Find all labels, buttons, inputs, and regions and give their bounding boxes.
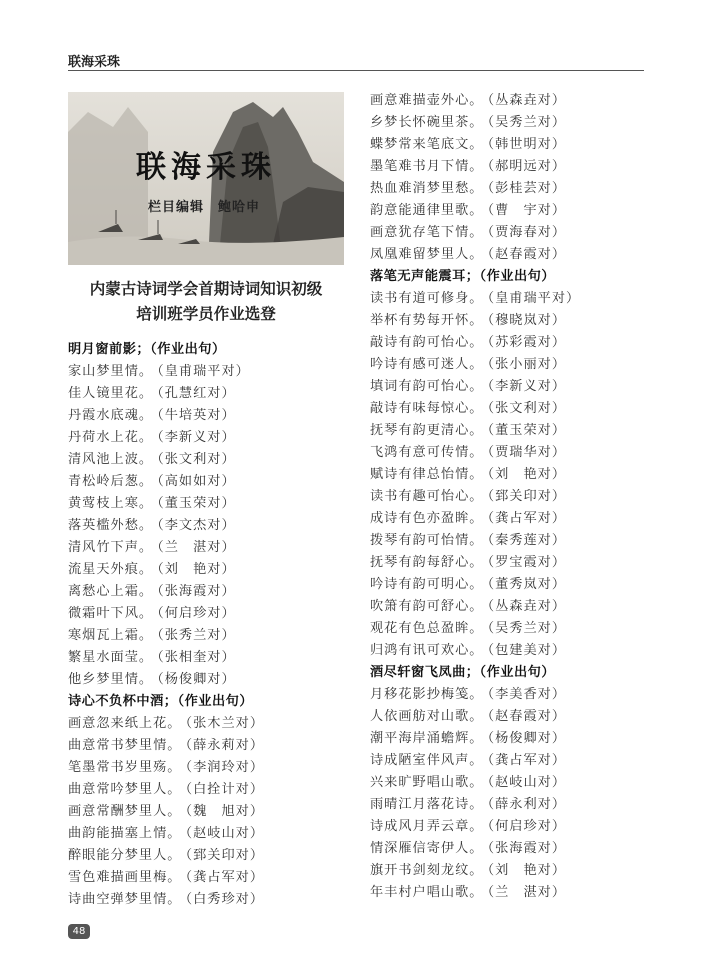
- author-credit: （张文利对）: [157, 452, 236, 467]
- couplet-response-line: [68, 801, 358, 823]
- author-credit: （高如如对）: [157, 474, 236, 489]
- author-credit: （孔慧红对）: [157, 386, 236, 401]
- response-text: 兴来旷野唱山歌。: [370, 775, 484, 790]
- couplet-response-line: [370, 838, 660, 860]
- author-credit: （董玉荣对）: [487, 423, 567, 438]
- couplet-response-line: [68, 889, 358, 911]
- couplet-response-line: [370, 728, 660, 750]
- author-credit: （魏 旭对）: [185, 804, 265, 819]
- response-text: 寒烟瓦上霜。: [68, 628, 154, 643]
- author-credit: （董秀岚对）: [487, 577, 567, 592]
- couplet-response-line: [370, 530, 660, 552]
- response-text: 举杯有势每开怀。: [370, 313, 484, 328]
- left-text-column: [68, 339, 358, 911]
- couplet-response-line: [370, 882, 660, 904]
- couplet-response-line: [68, 493, 358, 515]
- couplet-response-line: [370, 376, 660, 398]
- response-text: 画意忽来纸上花。: [68, 716, 182, 731]
- author-credit: （薛永莉对）: [185, 738, 265, 753]
- couplet-response-line: [370, 398, 660, 420]
- article-title-line-1: 内蒙古诗词学会首期诗词知识初级: [89, 280, 323, 298]
- prompt-line: 落笔无声能震耳；: [370, 269, 480, 284]
- couplet-response-line: [370, 178, 660, 200]
- couplet-response-line: [68, 625, 358, 647]
- couplet-prompt-heading: [370, 266, 660, 288]
- couplet-response-line: [68, 735, 358, 757]
- author-credit: （何启珍对）: [487, 819, 567, 834]
- article-title-line-2: 培训班学员作业选登: [136, 305, 276, 323]
- couplet-response-line: [370, 618, 660, 640]
- couplet-response-line: [370, 794, 660, 816]
- couplet-response-line: [370, 112, 660, 134]
- author-credit: （龚占军对）: [487, 511, 567, 526]
- author-credit: （杨俊卿对）: [487, 731, 567, 746]
- author-credit: （丛森垚对）: [487, 599, 567, 614]
- couplet-response-line: [370, 420, 660, 442]
- couplet-response-line: [68, 845, 358, 867]
- prompt-line: 酒尽轩窗飞凤曲；: [370, 665, 480, 680]
- response-text: 落英槛外愁。: [68, 518, 154, 533]
- prompt-line: 明月窗前影；: [68, 342, 151, 357]
- author-credit: （罗宝霞对）: [487, 555, 567, 570]
- author-credit: （李新义对）: [157, 430, 236, 445]
- column-banner-image: [68, 92, 344, 265]
- author-credit: （苏彩霞对）: [487, 335, 567, 350]
- couplet-response-line: [68, 449, 358, 471]
- author-credit: （白拴计对）: [185, 782, 265, 797]
- author-credit: （郅关印对）: [185, 848, 265, 863]
- response-text: 人依画舫对山歌。: [370, 709, 484, 724]
- author-credit: （吴秀兰对）: [487, 115, 567, 130]
- author-credit: （刘 艳对）: [487, 863, 567, 878]
- response-text: 观花有色总盈眸。: [370, 621, 484, 636]
- author-credit: （兰 湛对）: [157, 540, 236, 555]
- response-text: 清风竹下声。: [68, 540, 154, 555]
- response-text: 清风池上波。: [68, 452, 154, 467]
- response-text: 成诗有色亦盈眸。: [370, 511, 484, 526]
- author-credit: （刘 艳对）: [157, 562, 236, 577]
- couplet-response-line: [370, 860, 660, 882]
- author-credit: （李文杰对）: [157, 518, 236, 533]
- couplet-response-line: [370, 508, 660, 530]
- response-text: 墨笔难书月下情。: [370, 159, 484, 174]
- couplet-response-line: [370, 640, 660, 662]
- author-credit: （张海霞对）: [487, 841, 567, 856]
- author-credit: （张木兰对）: [185, 716, 265, 731]
- couplet-response-line: [370, 684, 660, 706]
- author-credit: （董玉荣对）: [157, 496, 236, 511]
- response-text: 离愁心上霜。: [68, 584, 154, 599]
- response-text: 微霜叶下风。: [68, 606, 154, 621]
- response-text: 醉眼能分梦里人。: [68, 848, 182, 863]
- banner-title: 联海采珠: [136, 150, 276, 185]
- author-credit: （李美香对）: [487, 687, 567, 702]
- prompt-source-note: （作业出句）: [479, 665, 556, 680]
- couplet-response-line: [370, 816, 660, 838]
- response-text: 笔墨常书岁里殇。: [68, 760, 182, 775]
- response-text: 凤凰难留梦里人。: [370, 247, 484, 262]
- couplet-response-line: [68, 823, 358, 845]
- couplet-response-line: [68, 669, 358, 691]
- prompt-source-note: （作业出句）: [177, 694, 254, 709]
- response-text: 填词有韵可怡心。: [370, 379, 484, 394]
- author-credit: （龚占军对）: [185, 870, 265, 885]
- banner-editor-credit: [148, 196, 260, 215]
- response-text: 诗曲空弹梦里情。: [68, 892, 182, 907]
- couplet-response-line: [68, 383, 358, 405]
- response-text: 月移花影抄梅笺。: [370, 687, 484, 702]
- author-credit: （赵岐山对）: [185, 826, 265, 841]
- response-text: 繁星水面莹。: [68, 650, 154, 665]
- prompt-line: 诗心不负杯中酒；: [68, 694, 178, 709]
- response-text: 情深雁信寄伊人。: [370, 841, 484, 856]
- response-text: 画意难描壶外心。: [370, 93, 484, 108]
- couplet-response-line: [68, 867, 358, 889]
- author-credit: （何启珍对）: [157, 606, 236, 621]
- couplet-response-line: [68, 603, 358, 625]
- response-text: 诗成风月弄云章。: [370, 819, 484, 834]
- author-credit: （皇甫瑞平对）: [487, 291, 581, 306]
- couplet-response-line: [370, 354, 660, 376]
- couplet-response-line: [68, 537, 358, 559]
- response-text: 旗开书剑刻龙纹。: [370, 863, 484, 878]
- editor-name: 鲍哈申: [218, 200, 261, 215]
- author-credit: （白秀珍对）: [185, 892, 265, 907]
- couplet-response-line: [370, 706, 660, 728]
- author-credit: （赵春霞对）: [487, 247, 567, 262]
- response-text: 潮平海岸涌蟾辉。: [370, 731, 484, 746]
- couplet-response-line: [370, 310, 660, 332]
- author-credit: （李新义对）: [487, 379, 567, 394]
- author-credit: （郝明远对）: [487, 159, 567, 174]
- editor-label: 栏目编辑: [148, 200, 205, 215]
- response-text: 丹霞水底魂。: [68, 408, 154, 423]
- response-text: 曲意常吟梦里人。: [68, 782, 182, 797]
- author-credit: （张海霞对）: [157, 584, 236, 599]
- response-text: 吹箫有韵可舒心。: [370, 599, 484, 614]
- couplet-response-line: [370, 772, 660, 794]
- page-number: 48: [68, 924, 90, 939]
- couplet-response-line: [370, 288, 660, 310]
- response-text: 赋诗有律总怡情。: [370, 467, 484, 482]
- response-text: 流星天外痕。: [68, 562, 154, 577]
- response-text: 韵意能通律里歌。: [370, 203, 484, 218]
- response-text: 雨晴江月落花诗。: [370, 797, 484, 812]
- couplet-response-line: [68, 405, 358, 427]
- couplet-response-line: [370, 486, 660, 508]
- author-credit: （贾瑞华对）: [487, 445, 567, 460]
- response-text: 拨琴有韵可怡情。: [370, 533, 484, 548]
- response-text: 吟诗有感可迷人。: [370, 357, 484, 372]
- couplet-response-line: [68, 515, 358, 537]
- couplet-response-line: [370, 596, 660, 618]
- response-text: 敲诗有韵可怡心。: [370, 335, 484, 350]
- author-credit: （张相奎对）: [157, 650, 236, 665]
- response-text: 蝶梦常来笔底文。: [370, 137, 484, 152]
- couplet-response-line: [370, 750, 660, 772]
- couplet-response-line: [370, 244, 660, 266]
- author-credit: （贾海春对）: [487, 225, 567, 240]
- author-credit: （吴秀兰对）: [487, 621, 567, 636]
- author-credit: （李润玲对）: [185, 760, 265, 775]
- couplet-response-line: [370, 200, 660, 222]
- author-credit: （薛永利对）: [487, 797, 567, 812]
- response-text: 曲韵能描塞上情。: [68, 826, 182, 841]
- couplet-response-line: [68, 779, 358, 801]
- couplet-response-line: [68, 361, 358, 383]
- couplet-response-line: [68, 713, 358, 735]
- running-header: 联海采珠: [68, 55, 121, 70]
- right-text-column: [370, 90, 660, 904]
- author-credit: （包建美对）: [487, 643, 567, 658]
- couplet-response-line: [370, 222, 660, 244]
- response-text: 飞鸿有意可传情。: [370, 445, 484, 460]
- couplet-response-line: [68, 559, 358, 581]
- response-text: 画意犹存笔下情。: [370, 225, 484, 240]
- response-text: 吟诗有韵可明心。: [370, 577, 484, 592]
- article-title: [68, 277, 344, 327]
- couplet-response-line: [370, 574, 660, 596]
- response-text: 他乡梦里情。: [68, 672, 154, 687]
- response-text: 读书有趣可怡心。: [370, 489, 484, 504]
- couplet-response-line: [370, 464, 660, 486]
- response-text: 佳人镜里花。: [68, 386, 154, 401]
- response-text: 丹荷水上花。: [68, 430, 154, 445]
- response-text: 抚琴有韵每舒心。: [370, 555, 484, 570]
- author-credit: （龚占军对）: [487, 753, 567, 768]
- author-credit: （牛培英对）: [157, 408, 236, 423]
- couplet-response-line: [68, 757, 358, 779]
- author-credit: （张小丽对）: [487, 357, 567, 372]
- author-credit: （曹 宇对）: [487, 203, 567, 218]
- author-credit: （杨俊卿对）: [157, 672, 236, 687]
- response-text: 诗成陋室伴风声。: [370, 753, 484, 768]
- couplet-response-line: [370, 134, 660, 156]
- prompt-source-note: （作业出句）: [150, 342, 226, 357]
- response-text: 黄莺枝上寒。: [68, 496, 154, 511]
- author-credit: （穆晓岚对）: [487, 313, 567, 328]
- couplet-response-line: [68, 647, 358, 669]
- couplet-response-line: [68, 427, 358, 449]
- author-credit: （秦秀莲对）: [487, 533, 567, 548]
- response-text: 热血难消梦里愁。: [370, 181, 484, 196]
- response-text: 归鸿有讯可欢心。: [370, 643, 484, 658]
- author-credit: （赵岐山对）: [487, 775, 567, 790]
- response-text: 家山梦里情。: [68, 364, 154, 379]
- author-credit: （韩世明对）: [487, 137, 567, 152]
- author-credit: （张秀兰对）: [157, 628, 236, 643]
- response-text: 乡梦长怀碗里茶。: [370, 115, 484, 130]
- couplet-response-line: [370, 442, 660, 464]
- couplet-response-line: [68, 471, 358, 493]
- author-credit: （张文利对）: [487, 401, 567, 416]
- couplet-response-line: [370, 156, 660, 178]
- response-text: 青松岭后葱。: [68, 474, 154, 489]
- response-text: 年丰村户唱山歌。: [370, 885, 484, 900]
- author-credit: （皇甫瑞平对）: [157, 364, 250, 379]
- couplet-response-line: [370, 332, 660, 354]
- author-credit: （彭桂芸对）: [487, 181, 567, 196]
- author-credit: （刘 艳对）: [487, 467, 567, 482]
- response-text: 敲诗有味每惊心。: [370, 401, 484, 416]
- response-text: 雪色难描画里梅。: [68, 870, 182, 885]
- author-credit: （赵春霞对）: [487, 709, 567, 724]
- author-credit: （兰 湛对）: [487, 885, 567, 900]
- prompt-source-note: （作业出句）: [479, 269, 556, 284]
- couplet-response-line: [68, 581, 358, 603]
- couplet-prompt-heading: [68, 339, 358, 361]
- couplet-prompt-heading: [68, 691, 358, 713]
- response-text: 读书有道可修身。: [370, 291, 484, 306]
- response-text: 画意常酬梦里人。: [68, 804, 182, 819]
- author-credit: （丛森垚对）: [487, 93, 567, 108]
- couplet-response-line: [370, 90, 660, 112]
- header-rule: [68, 70, 644, 71]
- response-text: 曲意常书梦里情。: [68, 738, 182, 753]
- couplet-prompt-heading: [370, 662, 660, 684]
- response-text: 抚琴有韵更清心。: [370, 423, 484, 438]
- couplet-response-line: [370, 552, 660, 574]
- author-credit: （郅关印对）: [487, 489, 567, 504]
